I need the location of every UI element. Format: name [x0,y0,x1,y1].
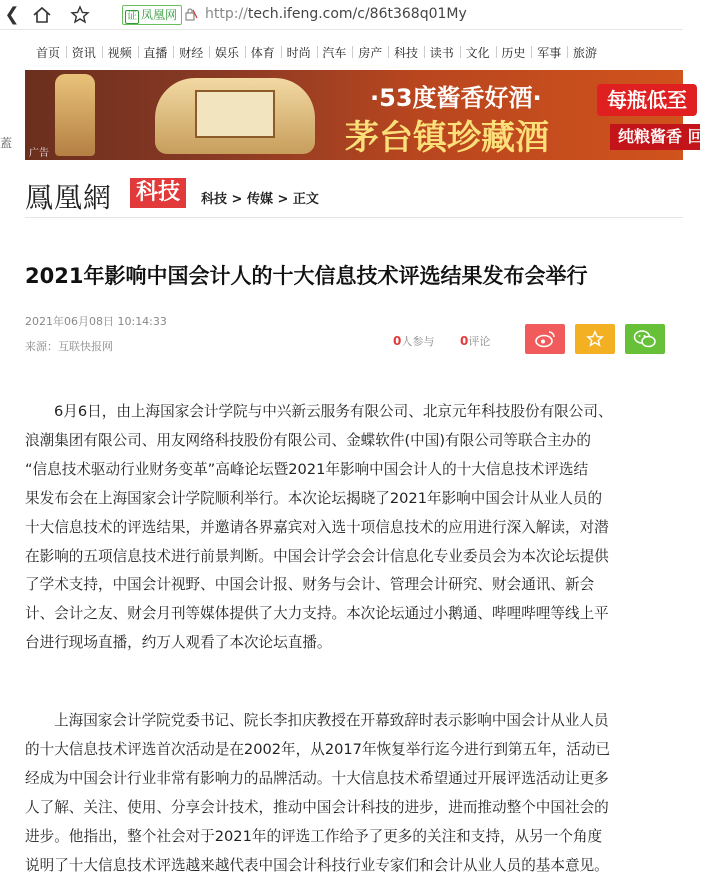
side-clipped-text: 蓋 [0,136,13,150]
nav-item[interactable]: 体育 [250,46,275,60]
nav-divider [245,46,246,58]
paragraph-line: 6月6日，由上海国家会计学院与中兴新云服务有限公司、北京元年科技股份有限公司、 [54,403,613,420]
paragraph-line: 浪潮集团有限公司、用友网络科技股份有限公司、金蝶软件(中国)有限公司等联合主办的 [25,431,591,449]
nav-item[interactable]: 视频 [107,46,132,60]
paragraph-line: 计、会计之友、财会月刊等媒体提供了大力支持。本次论坛通过小鹅通、哔哩哔哩等线上平 [25,605,609,623]
wechat-icon [633,329,657,349]
nav-item[interactable]: 首页 [36,46,61,60]
article-paragraph [25,398,665,658]
participants-count[interactable] [393,333,434,349]
nav-divider [496,46,497,58]
comments-number: 0 [460,334,469,348]
site-certificate-badge[interactable] [122,5,182,25]
publish-time: 2021年06月08日 10:14:33 [25,315,167,328]
site-badge-label: 凤凰网 [141,8,178,22]
paragraph-line: 上海国家会计学院党委书记、院长李扣庆教授在开幕致辞时表示影响中国会计从业人员 [54,712,609,729]
nav-divider [531,46,532,58]
paragraph-line: 经成为中国会计行业非常有影响力的品牌活动。十大信息技术希望通过开展评选活动让更多 [25,769,609,787]
nav-divider [424,46,425,58]
nav-item[interactable]: 文化 [465,46,490,60]
nav-divider [460,46,461,58]
ad-price-badge: 每瓶低至 [597,84,697,116]
weibo-icon [534,330,556,348]
address-bar[interactable] [122,4,683,26]
home-icon[interactable] [32,5,52,25]
nav-divider [66,46,67,58]
nav-divider [352,46,353,58]
paragraph-line: 的十大信息技术评选首次活动是在2002年，从2017年恢复举行迄今进行到第五年，活动已 [25,740,611,758]
nav-divider [173,46,174,58]
nav-item[interactable]: 娱乐 [215,46,240,60]
nav-item[interactable]: 军事 [537,46,562,60]
comments-label: 评论 [468,335,491,348]
channel-header [25,172,683,218]
share-weibo-button[interactable] [525,324,565,354]
url-text[interactable] [205,6,467,22]
share-wechat-button[interactable] [625,324,665,354]
article-source[interactable]: 来源：互联快报网 [25,340,113,353]
banner-ad[interactable] [25,70,704,160]
ifeng-logo[interactable]: 鳳凰網 [25,181,113,214]
channel-logo-tech[interactable]: 科技 [130,178,186,208]
channel-nav [0,40,683,66]
nav-item[interactable]: 读书 [429,46,454,60]
nav-item[interactable]: 汽车 [322,46,347,60]
back-icon[interactable]: ❮ [4,4,20,25]
browser-toolbar [0,0,683,30]
nav-item[interactable]: 时尚 [286,46,311,60]
ad-sub-badge: 纯粮酱香 回 [610,124,700,150]
paragraph-line: 进步。他指出，整个社会对于2021年的评选工作给予了更多的关注和支持，从另一个角度 [25,827,603,845]
paragraph-line: 十大信息技术的评选结果，并邀请各界嘉宾对入选十项信息技术的应用进行深入解读，对潜 [25,518,609,536]
participants-number: 0 [393,334,402,348]
certificate-icon: 证 [127,11,137,22]
nav-item[interactable]: 房产 [358,46,383,60]
paragraph-line: 人了解、关注、使用、分享会计技术，推动中国会计科技的进步，进而推动整个中国社会的 [25,798,609,816]
nav-divider [317,46,318,58]
nav-item[interactable]: 科技 [394,46,419,60]
article-title: 2021年影响中国会计人的十大信息技术评选结果发布会举行 [25,264,588,288]
paragraph-line: 果发布会在上海国家会计学院顺利举行。本次论坛揭晓了2021年影响中国会计从业人员的 [25,489,603,507]
paragraph-line: 在影响的五项信息技术进行前景判断。中国会计学会会计信息化专业委员会为本次论坛提供 [25,547,609,565]
article-paragraph [25,707,665,880]
comments-count[interactable] [460,333,490,349]
ad-headline: ·53度酱香好酒· [370,84,542,112]
paragraph-line: 台进行现场直播，约万人观看了本次论坛直播。 [25,634,332,652]
nav-item[interactable]: 直播 [143,46,168,60]
nav-item[interactable]: 历史 [501,46,526,60]
nav-item[interactable]: 资讯 [71,46,96,60]
paragraph-line: 了学术支持，中国会计视野、中国会计报、财务与会计、管理会计研究、财会通讯、新会 [25,576,595,594]
ad-label: 广告 [29,148,49,159]
jar-label-image [195,90,275,138]
favorite-button[interactable] [575,324,615,354]
star-icon [586,330,604,348]
url-path: tech.ifeng.com/c/86t368q01My [247,6,467,22]
nav-divider [209,46,210,58]
nav-divider [388,46,389,58]
insecure-lock-icon[interactable] [184,7,198,21]
paragraph-line: “信息技术驱动行业财务变革”高峰论坛暨2021年影响中国会计人的十大信息技术评选结 [25,460,589,478]
nav-divider [102,46,103,58]
nav-divider [138,46,139,58]
nav-divider [567,46,568,58]
bookmark-star-icon[interactable] [70,5,90,25]
liquor-bottle-image [55,74,95,156]
url-protocol: http:// [205,6,248,22]
paragraph-line: 说明了十大信息技术评选越来越代表中国会计科技行业专家们和会计从业人员的基本意见。 [25,856,609,874]
nav-item[interactable]: 财经 [179,46,204,60]
nav-item[interactable]: 旅游 [573,46,598,60]
breadcrumb[interactable]: 科技 > 传媒 > 正文 [201,192,319,207]
ad-product-name: 茅台镇珍藏酒 [345,118,549,158]
participants-label: 人参与 [401,335,435,348]
nav-divider [281,46,282,58]
